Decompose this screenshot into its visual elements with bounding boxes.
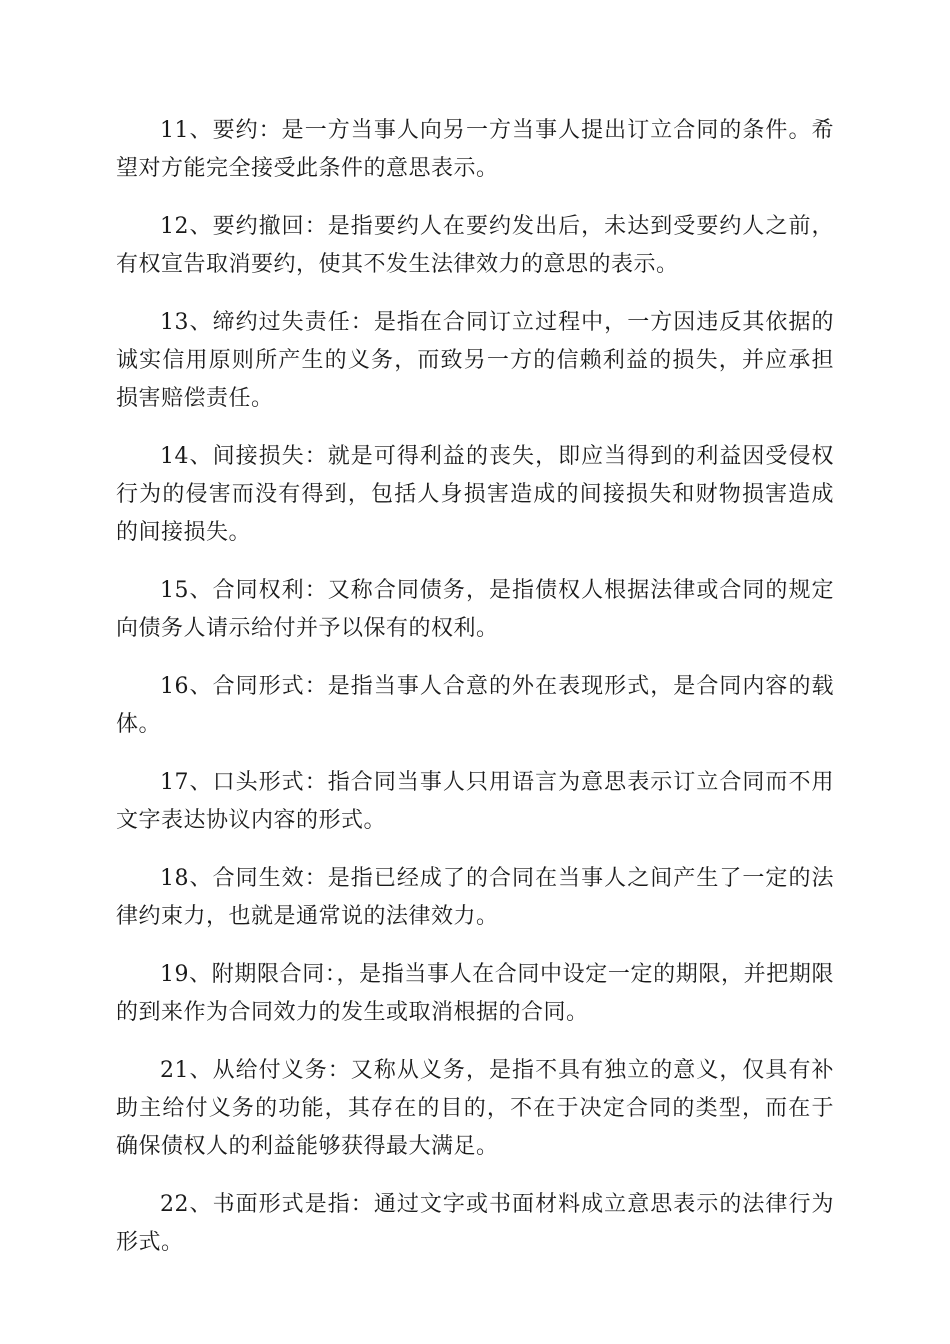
paragraph-term-12: 12、要约撤回：是指要约人在要约发出后，未达到受要约人之前，有权宣告取消要约，使其不发生法律效力的意思的表示。 — [116, 214, 834, 277]
paragraph-term-18: 18、合同生效：是指已经成了的合同在当事人之间产生了一定的法律约束力，也就是通常说的法律效力。 — [116, 866, 834, 929]
document-body — [116, 112, 834, 1282]
paragraph-term-14: 14、间接损失：就是可得利益的丧失，即应当得到的利益因受侵权行为的侵害而没有得到，包括人身损害造成的间接损失和财物损害造成的间接损失。 — [116, 444, 834, 545]
paragraph-term-19: 19、附期限合同：，是指当事人在合同中设定一定的期限，并把期限的到来作为合同效力的发生或取消根据的合同。 — [116, 962, 834, 1025]
paragraph-term-21: 21、从给付义务：又称从义务，是指不具有独立的意义，仅具有补助主给付义务的功能，其存在的目的，不在于决定合同的类型，而在于确保债权人的利益能够获得最大满足。 — [116, 1058, 834, 1159]
paragraph-term-15: 15、合同权利：又称合同债务，是指债权人根据法律或合同的规定向债务人请示给付并予以保有的权利。 — [116, 578, 834, 641]
paragraph-term-16: 16、合同形式：是指当事人合意的外在表现形式，是合同内容的载体。 — [116, 674, 834, 737]
paragraph-term-22: 22、书面形式是指：通过文字或书面材料成立意思表示的法律行为形式。 — [116, 1192, 834, 1255]
paragraph-term-17: 17、口头形式：指合同当事人只用语言为意思表示订立合同而不用文字表达协议内容的形式。 — [116, 770, 834, 833]
paragraph-term-13: 13、缔约过失责任：是指在合同订立过程中，一方因违反其依据的诚实信用原则所产生的义务，而致另一方的信赖利益的损失，并应承担损害赔偿责任。 — [116, 310, 834, 411]
paragraph-term-11: 11、要约：是一方当事人向另一方当事人提出订立合同的条件。希望对方能完全接受此条件的意思表示。 — [116, 118, 834, 181]
